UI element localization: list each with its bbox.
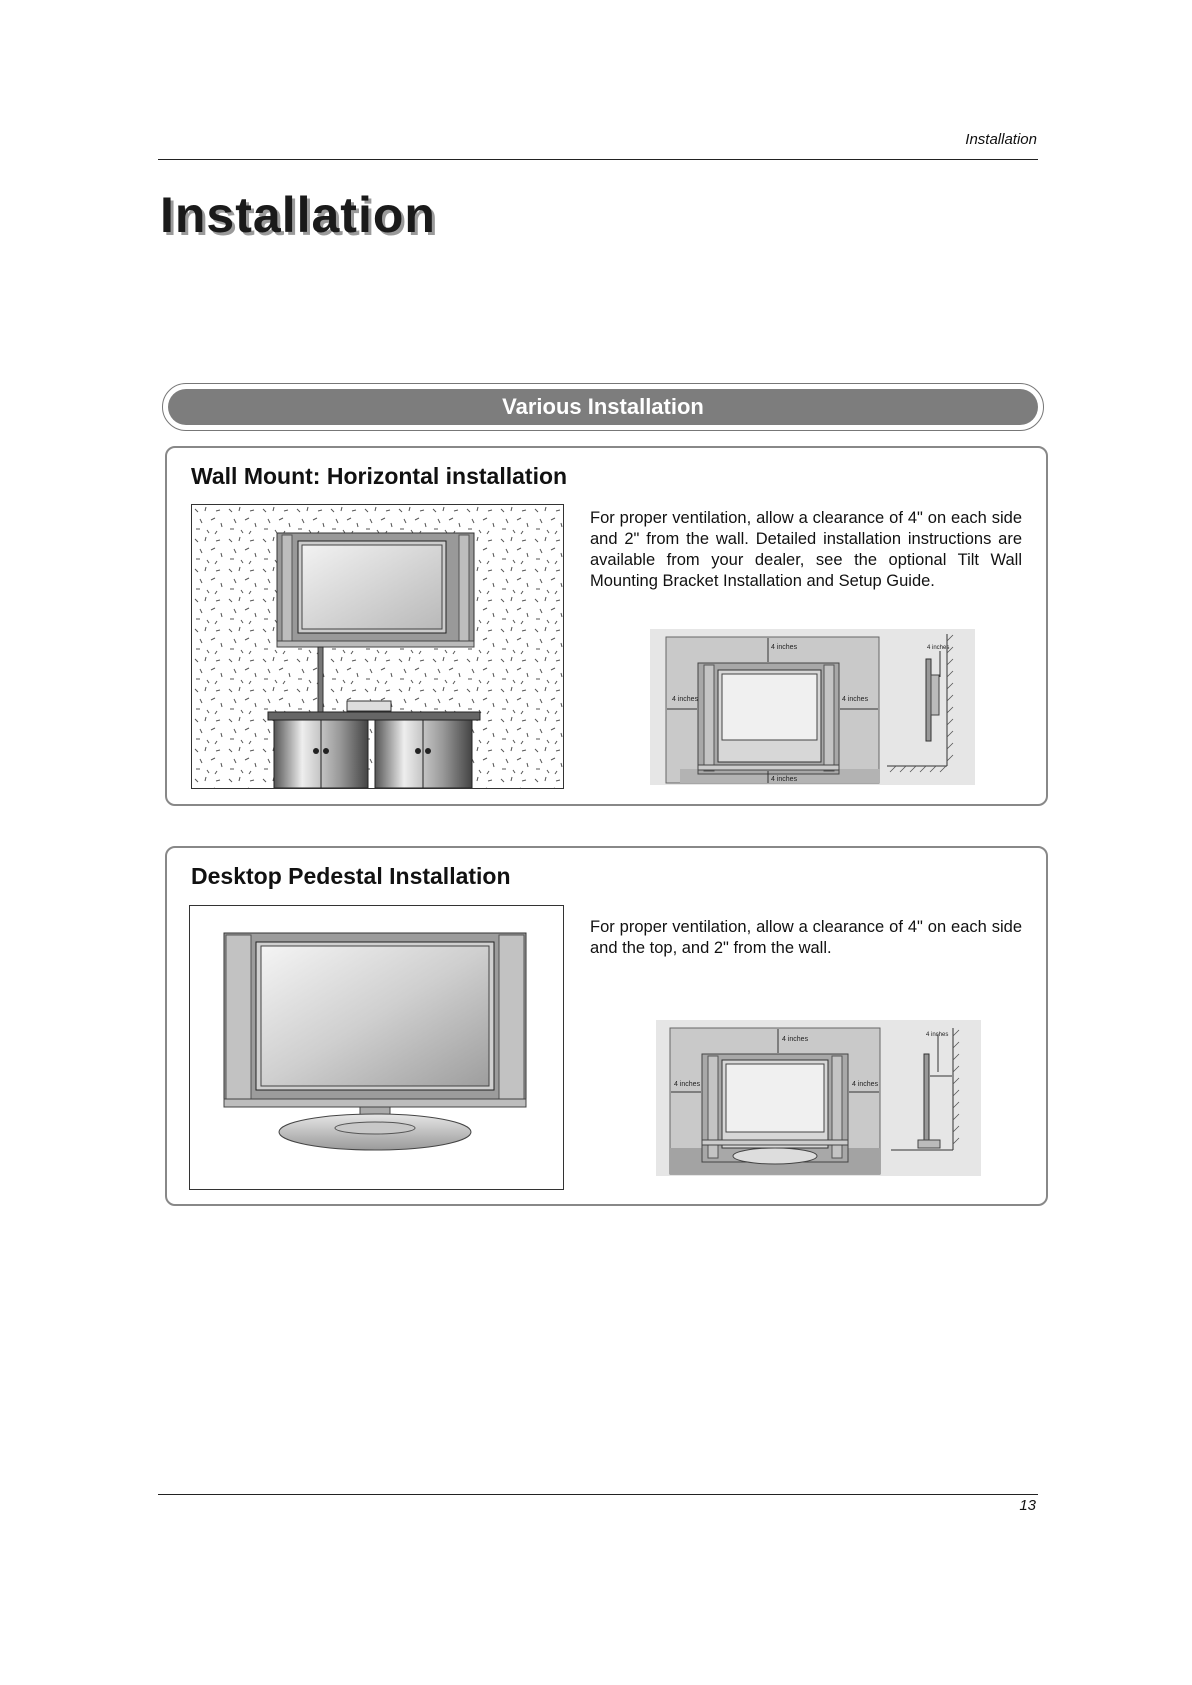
desktop-pedestal-title: Desktop Pedestal Installation (191, 863, 511, 889)
pedestal-label-left: 4 inches (674, 1081, 701, 1088)
diagram-label-right: 4 inches (842, 696, 869, 703)
wall-mount-title: Wall Mount: Horizontal installation (191, 463, 568, 489)
wall-mount-panel (165, 446, 1048, 806)
section-banner (162, 383, 1044, 431)
desktop-pedestal-panel (165, 846, 1048, 1206)
diagram-label-left: 4 inches (672, 696, 699, 703)
desktop-pedestal-drawing (190, 906, 563, 1189)
wall-mount-drawing (192, 505, 563, 788)
wall-clearance-diagram (650, 629, 975, 785)
diagram-label-top: 4 inches (771, 644, 798, 651)
pedestal-label-top: 4 inches (782, 1036, 809, 1043)
diagram-label-bottom: 4 inches (771, 776, 798, 783)
wall-mount-illustration (191, 504, 564, 789)
running-header: Installation (965, 131, 1037, 148)
page-number: 13 (1019, 1497, 1036, 1514)
desktop-pedestal-text: For proper ventilation, allow a clearance of 4" on each side and the top, and 2" from the wall. (590, 918, 1022, 957)
pedestal-label-right: 4 inches (852, 1081, 879, 1088)
header-rule (158, 159, 1038, 160)
pedestal-label-side: 4 inches (926, 1032, 949, 1038)
desktop-clearance-diagram (656, 1020, 981, 1176)
footer-rule (158, 1494, 1038, 1495)
banner-title: Various Installation (168, 389, 1038, 425)
wall-mount-text: For proper ventilation, allow a clearance of 4" on each side and 2" from the wall. Detailed installation instructions are available from your dealer, see the optional Tilt Wall Mounting Bracket Installation and Setup Guide. (590, 509, 1022, 590)
diagram-label-side: 4 inches (927, 645, 950, 651)
page-title: Installation (160, 187, 436, 243)
desktop-pedestal-illustration (189, 905, 564, 1190)
